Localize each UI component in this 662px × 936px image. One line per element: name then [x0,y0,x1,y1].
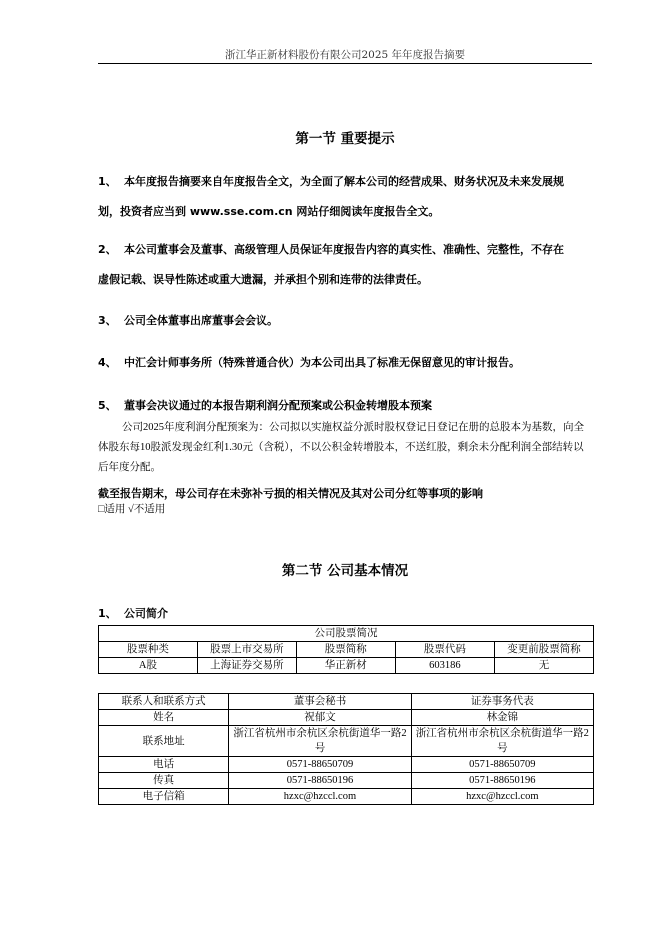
notice-item-1 [98,167,598,227]
table-cell: 603186 [395,658,494,674]
item-number: 4、 [98,356,117,369]
item-text: 公司全体董事出席董事会会议。 [124,314,278,327]
table-row [99,658,594,674]
item-text-cont: 划，投资者应当到 www.sse.com.cn 网站仔细阅读年度报告全文。 [98,205,440,218]
page-header: 浙江华正新材料股份有限公司2025 年年度报告摘要 [224,49,466,61]
table-cell: 电话 [99,757,229,773]
header-cell: 董事会秘书 [229,694,411,710]
header-cell: 股票上市交易所 [197,642,296,658]
header-rule [98,63,592,64]
table-row [99,710,594,726]
item-number: 5、 [98,399,117,412]
item-number: 3、 [98,314,117,327]
table-row [99,757,594,773]
item-text: 本年度报告摘要来自年度报告全文，为全面了解本公司的经营成果、财务状况及未来发展规 [124,175,564,188]
table-cell: 浙江省杭州市余杭区余杭街道华一路2号 [411,726,593,757]
table-cell: 0571-88650709 [229,757,411,773]
dividend-plan-text: 公司2025年度利润分配预案为：公司拟以实施权益分派时股权登记日登记在册的总股本为基数，向全体股东每10股派发现金红利1.30元（含税），不以公积金转增股本，不送红股，剩余未分配利润全部结转以后年度分配。 [98,422,584,473]
table-cell: 0571-88650196 [229,773,411,789]
table-cell: 0571-88650196 [411,773,593,789]
table-cell: 无 [495,658,594,674]
item-text: 中汇会计师事务所（特殊普通合伙）为本公司出具了标准无保留意见的审计报告。 [124,356,520,369]
item-number: 2、 [98,243,117,256]
heading-label: 公司简介 [124,607,168,620]
section1-title: 第一节 重要提示 [295,131,395,147]
loss-impact-heading: 截至报告期末，母公司存在未弥补亏损的相关情况及其对公司分红等事项的影响 [98,487,483,500]
stock-info-table [98,625,594,674]
header-cell: 变更前股票简称 [495,642,594,658]
header-cell: 联系人和联系方式 [99,694,229,710]
table-cell: hzxc@hzccl.com [229,789,411,805]
header-cell: 证券事务代表 [411,694,593,710]
item-text-cont: 虚假记载、误导性陈述或重大遗漏，并承担个别和连带的法律责任。 [98,273,428,286]
item-number: 1、 [98,175,117,188]
item-text: 董事会决议通过的本报告期利润分配预案或公积金转增股本预案 [124,399,432,412]
table-row [99,789,594,805]
notice-item-4 [98,348,598,378]
table-cell: 联系地址 [99,726,229,757]
notice-item-5 [98,391,598,421]
notice-item-3 [98,306,598,336]
header-cell: 股票代码 [395,642,494,658]
table-cell: 0571-88650709 [411,757,593,773]
table-header-row [99,642,594,658]
table-cell: 姓名 [99,710,229,726]
applicable-checkbox-text: □适用 √不适用 [98,504,166,515]
contact-info-table [98,693,594,805]
table-cell: 祝郁文 [229,710,411,726]
item-number: 1、 [98,607,117,620]
table-caption: 公司股票简况 [99,626,594,642]
header-cell: 股票种类 [99,642,198,658]
table-cell: 电子信箱 [99,789,229,805]
section2-title: 第二节 公司基本情况 [281,563,409,579]
header-cell: 股票简称 [296,642,395,658]
table-header-row [99,694,594,710]
table-cell: 上海证券交易所 [197,658,296,674]
table-cell: A股 [99,658,198,674]
item-text: 本公司董事会及董事、高级管理人员保证年度报告内容的真实性、准确性、完整性，不存在 [124,243,564,256]
table-cell: 林金锦 [411,710,593,726]
table-row [99,726,594,757]
table-row [99,773,594,789]
table-cell: 浙江省杭州市余杭区余杭街道华一路2号 [229,726,411,757]
company-profile-heading [98,605,168,621]
notice-item-2 [98,235,598,295]
table-cell: hzxc@hzccl.com [411,789,593,805]
table-cell: 华正新材 [296,658,395,674]
table-cell: 传真 [99,773,229,789]
